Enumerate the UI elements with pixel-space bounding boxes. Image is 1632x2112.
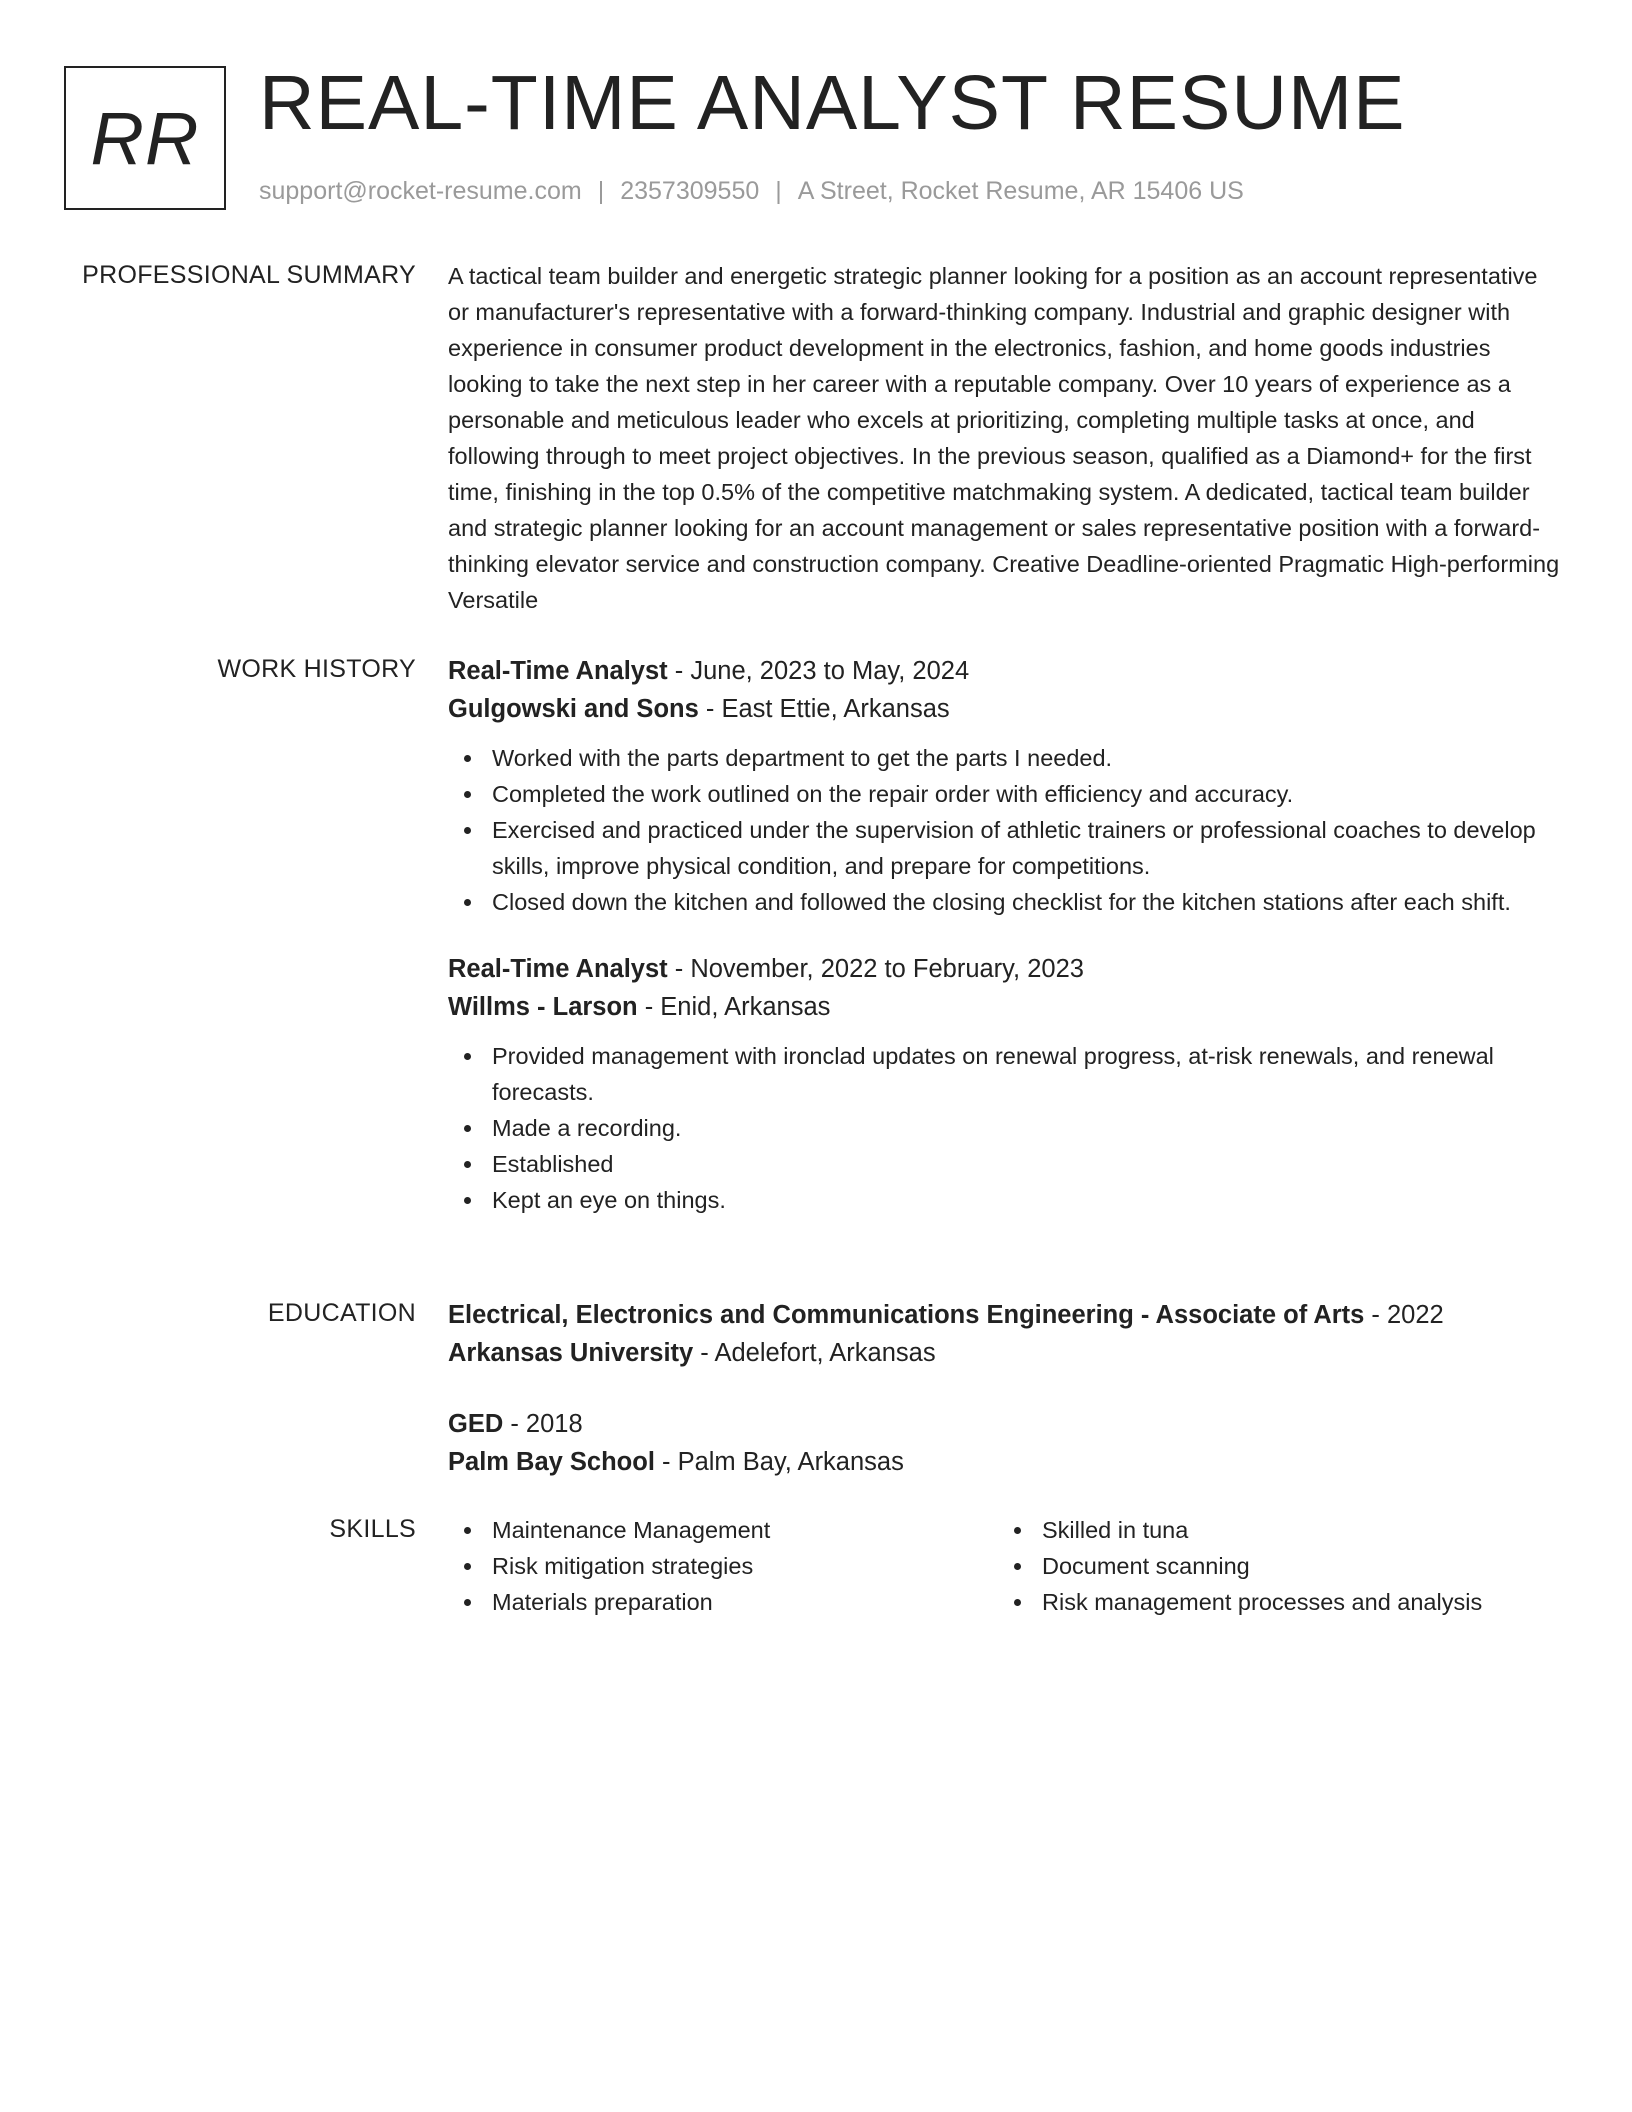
job-bullets <box>448 1038 1563 1218</box>
degree-year: - 2022 <box>1364 1301 1444 1329</box>
school-location: - Palm Bay, Arkansas <box>654 1448 904 1476</box>
list-item: Established <box>448 1146 1563 1182</box>
job-company-line <box>448 988 1563 1026</box>
job-title: Real-Time Analyst <box>448 657 668 685</box>
summary-body <box>448 258 1563 618</box>
skill-item: Maintenance Management <box>448 1512 998 1548</box>
job-location: - East Ettie, Arkansas <box>698 695 950 723</box>
job-location: - Enid, Arkansas <box>637 993 831 1021</box>
degree-name: GED <box>448 1410 504 1438</box>
education-entry <box>448 1405 1563 1481</box>
list-item: Provided management with ironclad updates on renewal progress, at-risk renewals, and renewal forecasts. <box>448 1038 1563 1110</box>
skills-body <box>448 1512 1563 1620</box>
education-entry <box>448 1296 1563 1372</box>
list-item: Worked with the parts department to get the parts I needed. <box>448 740 1563 776</box>
contact-phone: 2357309550 <box>620 177 760 205</box>
skills-list <box>998 1512 1548 1620</box>
skill-item: Materials preparation <box>448 1584 998 1620</box>
school-name: Arkansas University <box>448 1339 694 1367</box>
skill-item: Document scanning <box>998 1548 1548 1584</box>
contact-separator: | <box>775 177 782 205</box>
work-history-body <box>448 652 1563 1218</box>
degree-line <box>448 1296 1563 1334</box>
resume-title: REAL-TIME ANALYST RESUME <box>259 60 1406 146</box>
section-label-skills: SKILLS <box>329 1515 416 1543</box>
list-item: Closed down the kitchen and followed the closing checklist for the kitchen stations after each shift. <box>448 884 1563 920</box>
degree-line <box>448 1405 1563 1443</box>
contact-line <box>259 176 1244 206</box>
section-label-education: EDUCATION <box>267 1299 416 1327</box>
school-name: Palm Bay School <box>448 1448 655 1476</box>
summary-text: A tactical team builder and energetic strategic planner looking for a position as an account representative or manufacturer's representative with a forward-thinking company. Industrial and graphic designer with experience in consumer product development in the electronics, fashion, and home goods industries looking to take the next step in her career with a reputable company. Over 10 years of experience as a personable and meticulous leader who excels at prioritizing, completing multiple tasks at once, and following through to meet project objectives. In the previous season, qualified as a Diamond+ for the first time, finishing in the top 0.5% of the competitive matchmaking system. A dedicated, tactical team builder and strategic planner looking for an account management or sales representative position with a forward-thinking elevator service and construction company. Creative Deadline-oriented Pragmatic High-performing Versatile <box>448 263 1560 613</box>
skill-item: Skilled in tuna <box>998 1512 1548 1548</box>
monogram-text: RR <box>90 96 200 180</box>
skill-item: Risk management processes and analysis <box>998 1584 1548 1620</box>
section-label-work-history: WORK HISTORY <box>217 655 416 683</box>
school-line <box>448 1443 1563 1481</box>
job-entry <box>448 652 1563 920</box>
contact-separator: | <box>597 177 605 205</box>
job-title-line <box>448 652 1563 690</box>
skills-column-left <box>448 1512 998 1620</box>
school-line <box>448 1334 1563 1372</box>
list-item: Made a recording. <box>448 1110 1563 1146</box>
job-entry <box>448 950 1563 1218</box>
degree-name: Electrical, Electronics and Communications Engineering - Associate of Arts <box>448 1301 1365 1329</box>
skill-item: Risk mitigation strategies <box>448 1548 998 1584</box>
list-item: Exercised and practiced under the supervision of athletic trainers or professional coaches to develop skills, improve physical condition, and prepare for competitions. <box>448 812 1563 884</box>
skills-grid <box>448 1512 1563 1620</box>
contact-email: support@rocket-resume.com <box>259 177 582 205</box>
job-dates: - June, 2023 to May, 2024 <box>667 657 970 685</box>
job-title: Real-Time Analyst <box>448 955 668 983</box>
list-item: Completed the work outlined on the repair order with efficiency and accuracy. <box>448 776 1563 812</box>
monogram-logo <box>64 66 226 210</box>
education-body <box>448 1296 1563 1481</box>
contact-address: A Street, Rocket Resume, AR 15406 US <box>797 177 1244 205</box>
job-title-line <box>448 950 1563 988</box>
skills-list <box>448 1512 998 1620</box>
job-company: Gulgowski and Sons <box>448 695 699 723</box>
job-dates: - November, 2022 to February, 2023 <box>667 955 1084 983</box>
job-bullets <box>448 740 1563 920</box>
school-location: - Adelefort, Arkansas <box>693 1339 936 1367</box>
skills-column-right <box>998 1512 1548 1620</box>
list-item: Kept an eye on things. <box>448 1182 1563 1218</box>
job-company: Willms - Larson <box>448 993 638 1021</box>
degree-year: - 2018 <box>503 1410 583 1438</box>
section-label-summary: PROFESSIONAL SUMMARY <box>82 261 416 289</box>
job-company-line <box>448 690 1563 728</box>
